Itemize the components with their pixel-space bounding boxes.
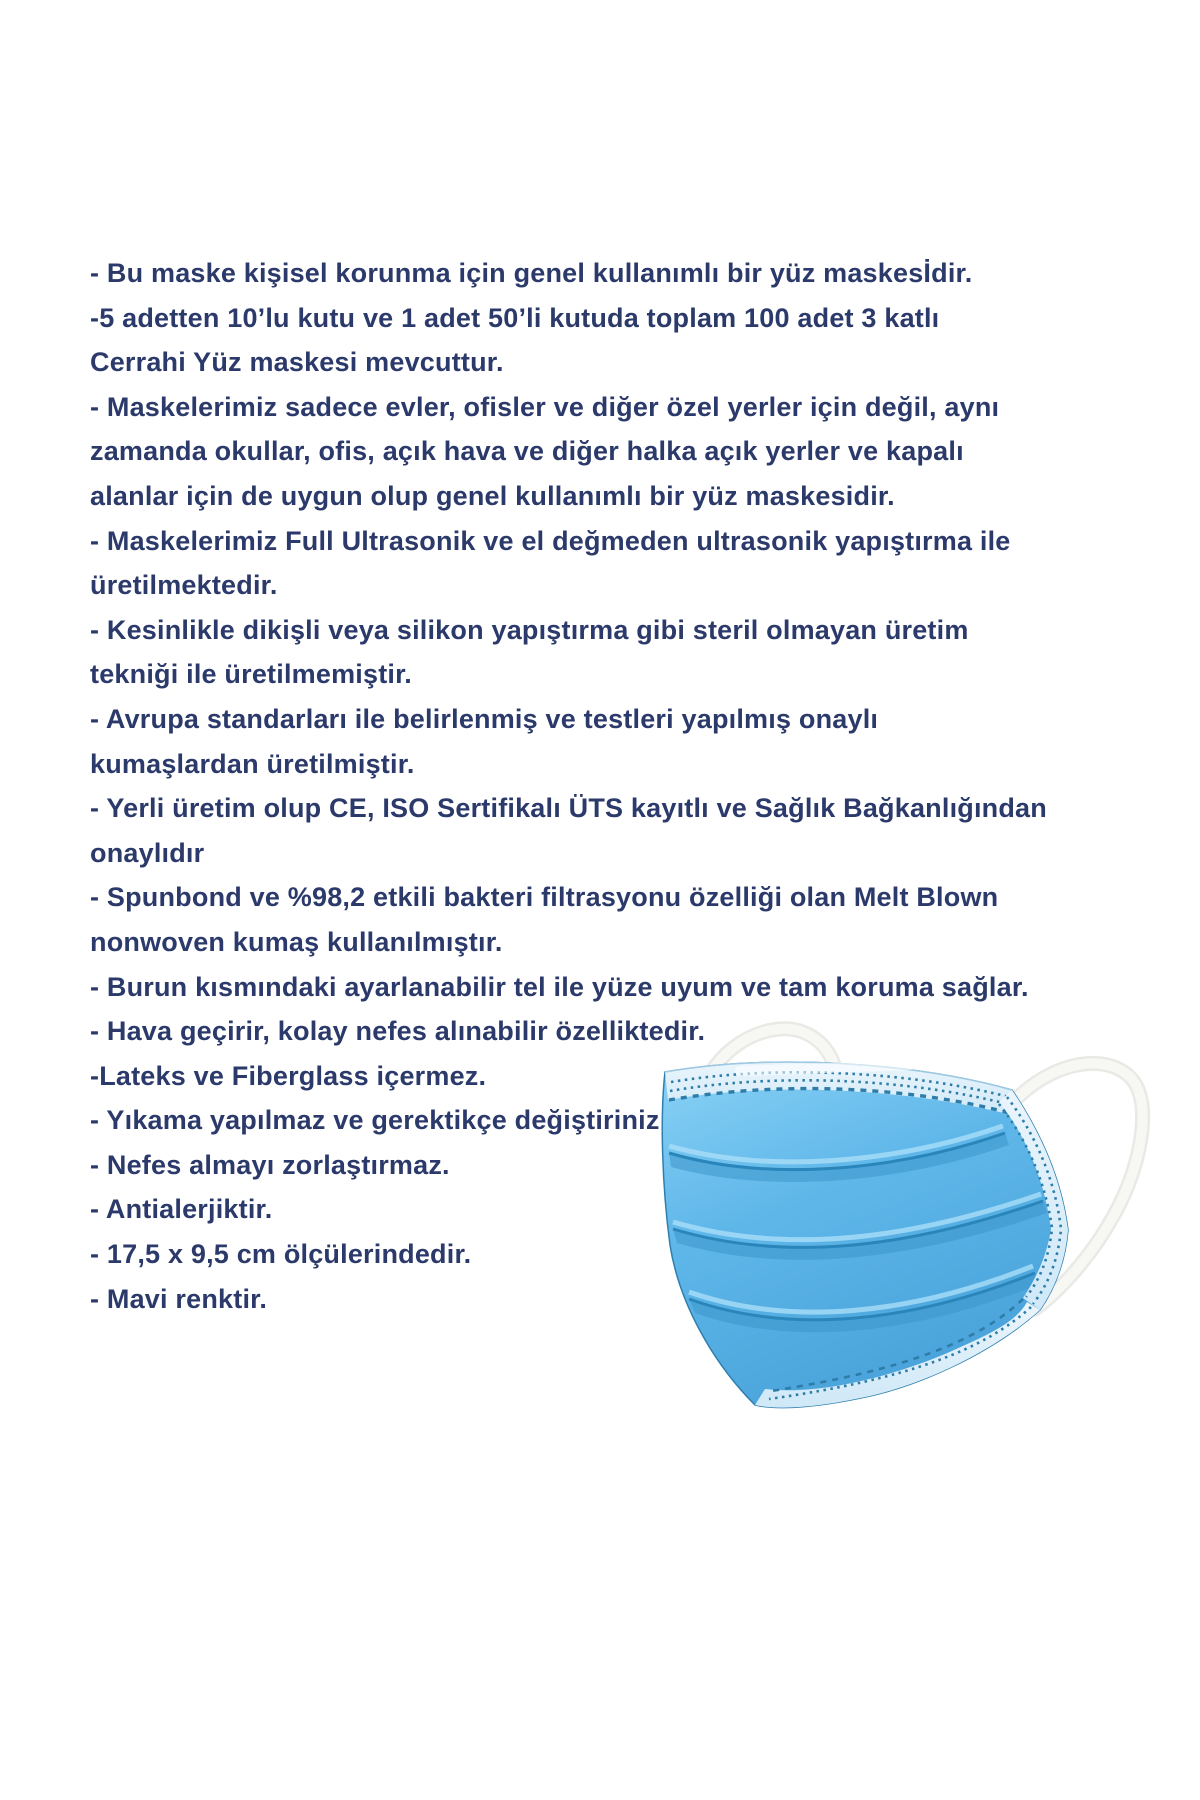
description-line: üretilmektedir. (90, 570, 278, 601)
blue-surgical-face-mask-image (585, 1005, 1185, 1435)
description-line: - Yıkama yapılmaz ve gerektikçe değiştiriniz (90, 1105, 660, 1136)
description-line: alanlar için de uygun olup genel kullanımlı bir yüz maskesidir. (90, 480, 895, 511)
description-line: zamanda okullar, ofis, açık hava ve diğer halka açık yerler ve kapalı (90, 436, 964, 467)
description-line: - Spunbond ve %98,2 etkili bakteri filtrasyonu özelliği olan Melt Blown (90, 882, 999, 913)
description-line: - 17,5 x 9,5 cm ölçülerindedir. (90, 1239, 472, 1270)
description-line: - Yerli üretim olup CE, ISO Sertifikalı ÜTS kayıtlı ve Sağlık Bağkanlığından (90, 793, 1047, 824)
description-line: - Hava geçirir, kolay nefes alınabilir özelliktedir. (90, 1016, 706, 1047)
description-line: nonwoven kumaş kullanılmıştır. (90, 926, 503, 957)
description-line: - Kesinlikle dikişli veya silikon yapıştırma gibi steril olmayan üretim (90, 614, 969, 645)
description-line: -5 adetten 10’lu kutu ve 1 adet 50’li kutuda toplam 100 adet 3 katlı (90, 302, 940, 333)
description-line: - Bu maske kişisel korunma için genel kullanımlı bir yüz maskesİdir. (90, 258, 973, 288)
description-line: - Maskelerimiz Full Ultrasonik ve el değmeden ultrasonik yapıştırma ile (90, 525, 1011, 556)
description-line: - Antialerjiktir. (90, 1194, 273, 1225)
description-line: - Maskelerimiz sadece evler, ofisler ve diğer özel yerler için değil, aynı (90, 391, 1000, 422)
description-line: Cerrahi Yüz maskesi mevcuttur. (90, 347, 504, 378)
description-line: onaylıdır (90, 837, 205, 868)
description-line: - Avrupa standarları ile belirlenmiş ve testleri yapılmış onaylı (90, 703, 879, 734)
description-line: - Nefes almayı zorlaştırmaz. (90, 1149, 450, 1180)
description-line: -Lateks ve Fiberglass içermez. (90, 1060, 487, 1091)
description-line: tekniği ile üretilmemiştir. (90, 659, 413, 690)
description-line: kumaşlardan üretilmiştir. (90, 748, 415, 779)
description-line: - Mavi renktir. (90, 1283, 268, 1314)
description-line: - Burun kısmındaki ayarlanabilir tel ile yüze uyum ve tam koruma sağlar. (90, 971, 1029, 1002)
